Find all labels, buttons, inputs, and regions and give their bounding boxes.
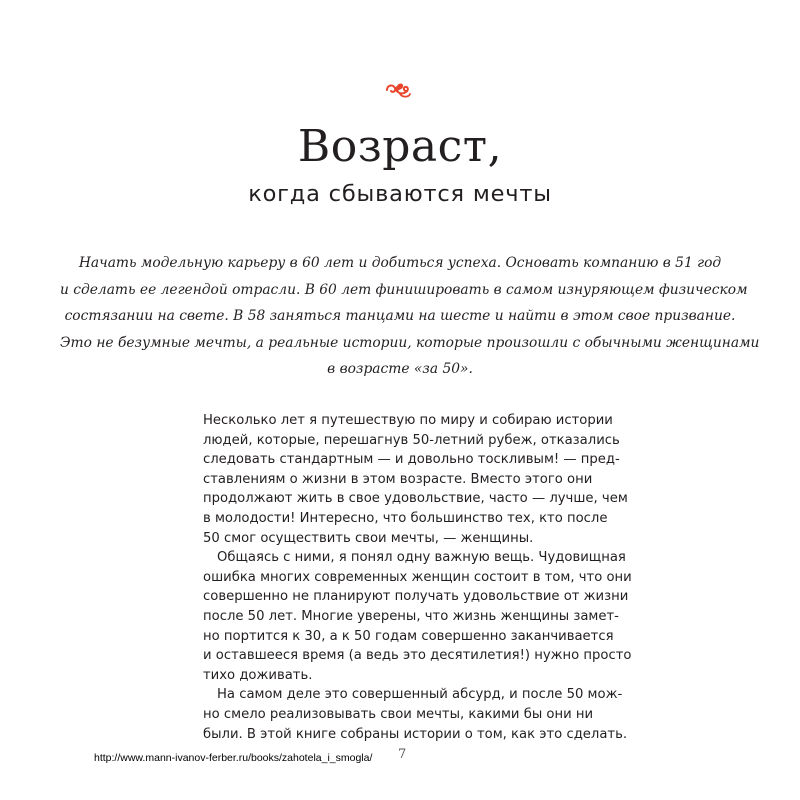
lead-line: в возрасте «за 50».	[327, 361, 473, 377]
body-line: продолжают жить в свое удовольствие, часто — лучше, чем	[203, 491, 628, 507]
source-url: http://www.mann-ivanov-ferber.ru/books/zahotela_i_smogla/	[94, 752, 373, 764]
body-line: ошибка многих современных женщин состоит в том, что они	[203, 569, 632, 585]
body-line: На самом деле это совершенный абсурд, и после 50 мож-	[217, 687, 623, 703]
page-number: 7	[398, 747, 407, 762]
lead-paragraph	[60, 250, 760, 383]
body-line: были. В этой книге собраны истории о том, как это сделать.	[203, 726, 628, 742]
body-line: и оставшееся время (а ведь это десятилетия!) нужно просто	[203, 648, 632, 664]
floral-heart-icon	[384, 80, 412, 100]
body-line: в молодости! Интересно, что большинство тех, кто после	[203, 510, 608, 526]
page-subtitle: когда сбываются мечты	[248, 181, 552, 207]
body-line: тихо доживать.	[203, 667, 313, 683]
lead-line: состязании на свете. В 58 заняться танцами на шесте и найти в этом свое призвание.	[64, 308, 736, 324]
body-text	[203, 411, 632, 744]
body-line: совершенно не планируют получать удовольствие от жизни	[203, 589, 629, 605]
lead-line: и сделать ее легендой отрасли. В 60 лет финишировать в самом изнуряющем физическом	[60, 281, 748, 298]
body-line: людей, которые, перешагнув 50-летний рубеж, отказались	[203, 432, 620, 448]
page-title: Возраст,	[297, 121, 503, 172]
lead-line: Это не безумные мечты, а реальные истории, которые произошли с обычными женщинами	[60, 334, 760, 351]
body-line: Несколько лет я путешествую по миру и собираю истории	[203, 413, 613, 428]
body-line: после 50 лет. Многие уверены, что жизнь женщины замет-	[203, 608, 619, 624]
body-line: следовать стандартным — и довольно тоскливым! — пред-	[203, 452, 620, 468]
body-line: Общаясь с ними, я понял одну важную вещь. Чудовищная	[217, 550, 626, 566]
body-line: но портится к 30, а к 50 годам совершенно заканчивается	[203, 628, 614, 644]
lead-line: Начать модельную карьеру в 60 лет и добиться успеха. Основать компанию в 51 год	[78, 255, 722, 271]
body-line: но смело реализовывать свои мечты, какими бы они ни	[203, 706, 594, 722]
body-line: 50 смог осуществить свои мечты, — женщины.	[203, 530, 534, 546]
body-line: ставлениям о жизни в этом возрасте. Вместо этого они	[203, 471, 593, 487]
